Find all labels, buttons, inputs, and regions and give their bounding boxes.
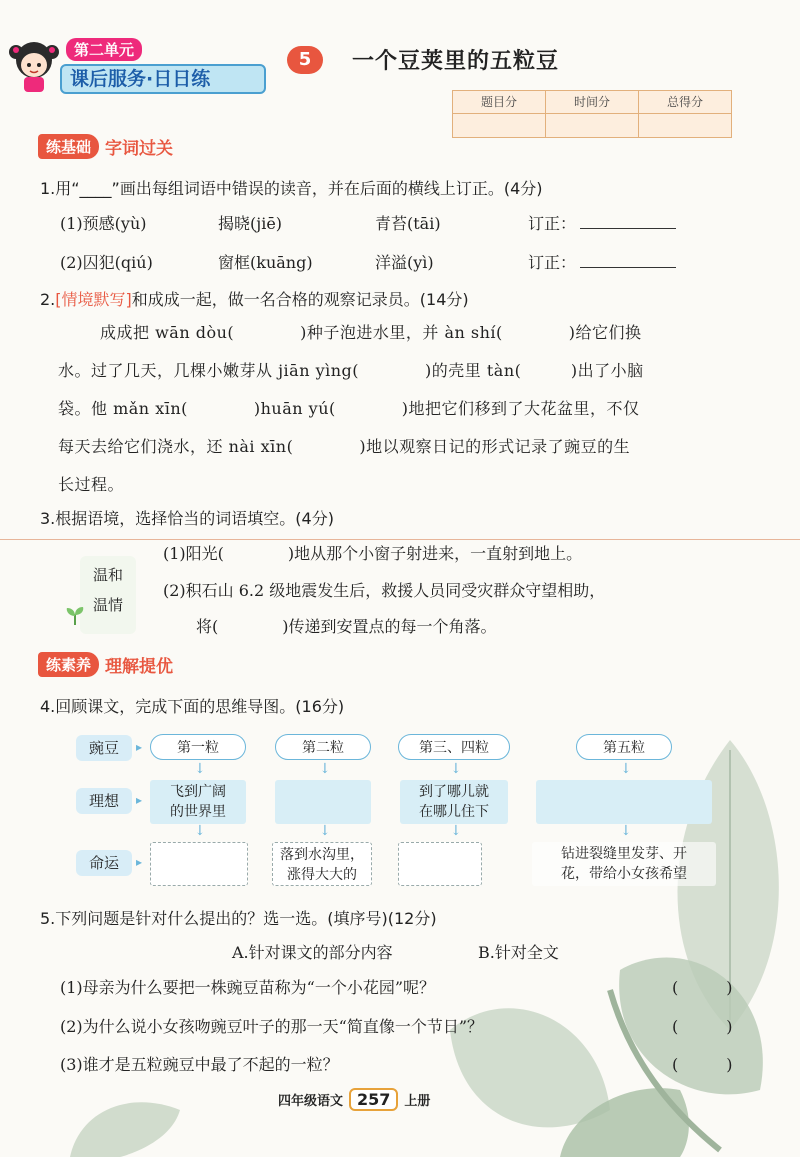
- map-column-head: 第五粒: [576, 734, 672, 760]
- map-row-label: 命运: [76, 850, 132, 876]
- map-text: 飞到广阔: [170, 784, 226, 800]
- arrow-right-icon: ▸: [136, 740, 143, 754]
- score-input[interactable]: [546, 114, 639, 138]
- arrow-down-icon: ↓: [319, 823, 331, 839]
- fix-label: 订正：: [528, 253, 577, 272]
- q2-passage: [58, 314, 738, 504]
- arrow-right-icon: ▸: [136, 855, 143, 869]
- q3-item-1: (1)阳光( )地从那个小窗子射进来，一直射到地上。: [163, 544, 583, 563]
- passage-line: 每天去给它们浇水，还 nài xīn( )地以观察日记的形式记录了豌豆的生: [58, 437, 631, 456]
- fix-answer-line[interactable]: [580, 253, 676, 268]
- section-subtitle: 理解提优: [105, 657, 174, 677]
- passage-line: 水。过了几天，几棵小嫩芽从 jiān yìng( )的壳里 tàn( )出了小脑: [58, 361, 644, 380]
- map-ideal-2-answer[interactable]: [275, 780, 371, 824]
- question-2: [40, 287, 469, 310]
- fix-answer-line[interactable]: [580, 214, 676, 229]
- score-table: [452, 90, 732, 138]
- arrow-down-icon: ↓: [450, 823, 462, 839]
- section-pill: 练基础: [38, 134, 99, 159]
- q1-row-2: [60, 250, 153, 273]
- map-fate-3-answer[interactable]: [398, 842, 482, 886]
- row-label: (2): [60, 253, 83, 272]
- map-fate-2: [272, 842, 372, 886]
- page-number: 257: [349, 1088, 398, 1111]
- score-input[interactable]: [639, 114, 731, 138]
- question-5: 5.下列问题是针对什么提出的？选一选。(填序号)(12分): [40, 909, 437, 928]
- arrow-down-icon: ↓: [194, 823, 206, 839]
- map-column-head: 第三、四粒: [398, 734, 510, 760]
- map-column-head: 第一粒: [150, 734, 246, 760]
- arrow-down-icon: ↓: [620, 761, 632, 777]
- section-subtitle: 字词过关: [105, 139, 174, 159]
- question-4: 4.回顾课文，完成下面的思维导图。(16分): [40, 697, 345, 716]
- divider: [0, 539, 800, 540]
- sprout-icon: [64, 604, 86, 626]
- q3-item-2-cont: 将( )传递到安置点的每一个角落。: [196, 617, 497, 636]
- map-text: 到了哪儿就: [419, 784, 489, 800]
- score-header: 总得分: [666, 95, 703, 109]
- passage-line: 长过程。: [58, 475, 125, 494]
- lesson-title: 一个豆荚里的五粒豆: [352, 49, 560, 74]
- map-row-label: 豌豆: [76, 735, 132, 761]
- map-column-head: 第二粒: [275, 734, 371, 760]
- question-text: 和成成一起，做一名合格的观察记录员。(14分): [131, 290, 469, 309]
- q1-row-1: [60, 211, 147, 234]
- lesson-number: 5: [287, 46, 323, 74]
- word-item: 揭晓(jiē): [218, 214, 283, 233]
- section-pill: 练素养: [38, 652, 99, 677]
- word-choice-box: [80, 556, 136, 634]
- map-ideal-4-answer[interactable]: [536, 780, 712, 824]
- question-3: 3.根据语境，选择恰当的词语填空。(4分): [40, 509, 334, 528]
- question-number: 2.: [40, 290, 56, 309]
- q3-item-2: (2)积石山 6.2 级地震发生后，救援人员同受灾群众守望相助，: [163, 581, 606, 600]
- option-a: A.针对课文的部分内容: [232, 943, 393, 962]
- arrow-down-icon: ↓: [319, 761, 331, 777]
- map-text: 涨得大大的: [287, 867, 357, 883]
- arrow-down-icon: ↓: [620, 823, 632, 839]
- answer-paren[interactable]: ( ): [672, 1055, 733, 1074]
- map-text: 落到水沟里，: [280, 847, 364, 863]
- word-choice: 温情: [92, 596, 123, 614]
- passage-line: 成成把 wān dòu( )种子泡进水里，并 àn shí( )给它们换: [100, 323, 642, 342]
- unit-label: 第二单元: [66, 38, 142, 61]
- passage-line: 袋。他 mǎn xīn( )huān yú( )地把它们移到了大花盆里，不仅: [58, 399, 640, 418]
- map-ideal-1: [150, 780, 246, 824]
- word-item: 洋溢(yì): [375, 253, 434, 272]
- arrow-down-icon: ↓: [450, 761, 462, 777]
- service-title: 课后服务·日日练: [60, 64, 266, 94]
- word-item: 窗框(kuāng): [218, 253, 313, 272]
- answer-paren[interactable]: ( ): [672, 978, 733, 997]
- score-input[interactable]: [453, 114, 546, 138]
- map-row-label: 理想: [76, 788, 132, 814]
- map-text: 花，带给小女孩希望: [561, 866, 687, 882]
- unit-badge: [8, 34, 266, 94]
- page-footer: [278, 1088, 430, 1111]
- word-item: 青苔(tāi): [375, 214, 441, 233]
- girl-mascot-icon: [8, 38, 60, 94]
- score-header: 题目分: [453, 91, 546, 113]
- arrow-down-icon: ↓: [194, 761, 206, 777]
- option-b: B.针对全文: [478, 943, 559, 962]
- footer-volume: 上册: [404, 1094, 431, 1109]
- map-fate-1-answer[interactable]: [150, 842, 248, 886]
- score-header: 时间分: [546, 91, 639, 113]
- section-heading-literacy: [38, 652, 173, 677]
- question-1: 1.用“____”画出每组词语中错误的读音，并在后面的横线上订正。(4分): [40, 179, 543, 198]
- word-item: 预感(yù): [82, 214, 147, 233]
- row-label: (1): [60, 214, 83, 233]
- section-heading-basics: [38, 134, 173, 159]
- q5-item-2: (2)为什么说小女孩吻豌豆叶子的那一天“简直像一个节日”？: [60, 1017, 484, 1036]
- q5-item-3: (3)谁才是五粒豌豆中最了不起的一粒？: [60, 1055, 339, 1074]
- q5-item-1: (1)母亲为什么要把一株豌豆苗称为“一个小花园”呢？: [60, 978, 436, 997]
- map-fate-4: [532, 842, 716, 886]
- map-ideal-3: [400, 780, 508, 824]
- footer-grade: 四年级语文: [278, 1094, 344, 1109]
- map-text: 钻进裂缝里发芽、开: [561, 846, 687, 862]
- map-text: 的世界里: [170, 804, 226, 820]
- map-text: 在哪儿住下: [419, 804, 489, 820]
- context-tag: [情境默写]: [55, 290, 132, 309]
- arrow-right-icon: ▸: [136, 793, 143, 807]
- answer-paren[interactable]: ( ): [672, 1017, 733, 1036]
- word-item: 囚犯(qiú): [82, 253, 153, 272]
- word-choice: 温和: [92, 566, 123, 584]
- fix-label: 订正：: [528, 214, 577, 233]
